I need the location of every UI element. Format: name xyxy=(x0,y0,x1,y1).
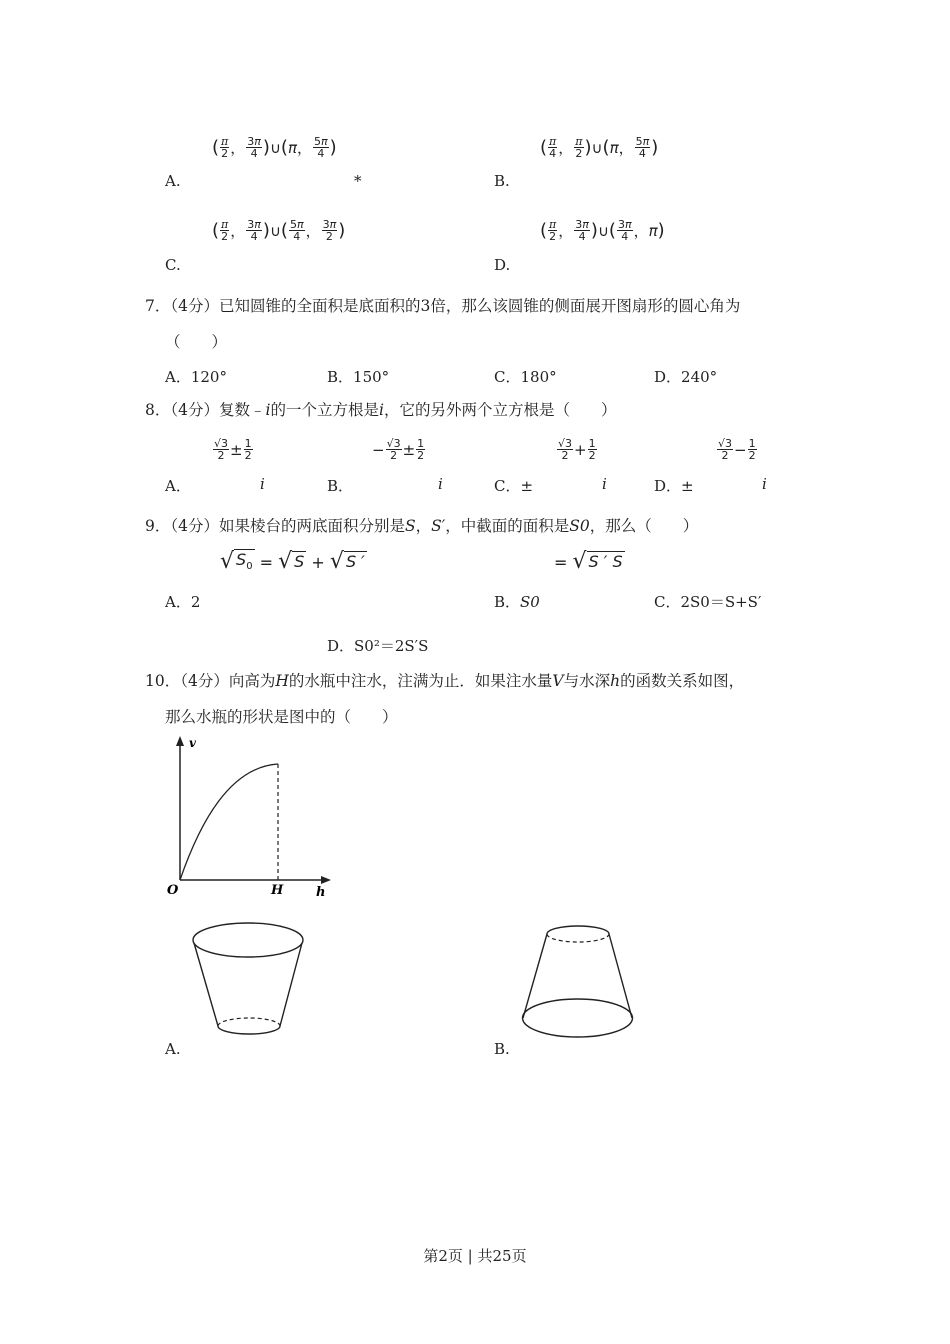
q8-stem xyxy=(145,398,616,420)
q10-line2: 那么水瓶的形状是图中的（ ） xyxy=(165,708,398,726)
graph-curve xyxy=(180,764,278,880)
q8-option-d-i: i xyxy=(762,475,767,493)
q8-option-b-label: B． xyxy=(327,477,354,495)
q7-option-c: C．180° xyxy=(494,368,557,386)
q9-var-s: S xyxy=(405,517,416,535)
q7-blank: （ ） xyxy=(165,333,228,351)
q10-text-c: 与水深 xyxy=(563,672,611,690)
q10-option-a-label: A. xyxy=(165,1040,181,1058)
graph-x-arrow xyxy=(321,876,331,884)
q7-option-d: D．240° xyxy=(654,368,718,386)
graph-H-label: H xyxy=(271,883,284,898)
q10-text-d: 的函数关系如图， xyxy=(620,672,745,690)
graph-x-label: h xyxy=(316,885,326,900)
q8-option-b-i: i xyxy=(438,475,443,493)
q9-option-b-label: B．S0 xyxy=(494,593,540,611)
q6-option-c-label: C. xyxy=(165,256,181,274)
q6-option-c-expr: ( $\frac{\pi}{2}$ ， $\frac{3\pi}{4}$ ) ∪ ( $\frac{5\pi}{4}$ ， $\frac{3\pi}{2}$ ) xyxy=(212,218,346,243)
q10-var-V: V xyxy=(552,672,564,690)
q6-option-b-label: B. xyxy=(494,172,510,190)
q8-number: 8． xyxy=(145,401,171,419)
q8-option-d-label: D．± xyxy=(654,477,694,495)
q10-var-h: h xyxy=(610,672,621,690)
q6-option-d-expr: ( $\frac{\pi}{2}$ ， $\frac{3\pi}{4}$ ) ∪ ( $\frac{3\pi}{4}$ ， π ) xyxy=(540,218,665,243)
q10-option-a-bottle xyxy=(185,918,315,1048)
bottle-a-bottom-front xyxy=(218,1026,280,1034)
q6-option-d-label: D. xyxy=(494,256,511,274)
bottle-b-bottom xyxy=(523,999,633,1037)
q8-option-a-expr: $\frac{√3}{2}$ ± $\frac{1}{2}$ xyxy=(214,437,252,462)
q9-option-a-expr: √ $S_0$ = √ S + √ S ′ xyxy=(220,549,365,575)
q8-option-c-expr: $\frac{√3}{2}$ + $\frac{1}{2}$ xyxy=(558,437,596,462)
q9-option-d-label: D．S0²＝2S′S xyxy=(327,637,429,655)
q9-var-sp: S′ xyxy=(431,517,446,535)
q10-var-H: H xyxy=(275,672,289,690)
page-footer: 第2页 | 共25页 xyxy=(423,1247,527,1265)
q8-option-c-label: C．± xyxy=(494,477,534,495)
q10-number: 10． xyxy=(145,672,181,690)
graph-origin-label: O xyxy=(167,883,179,898)
q8-var-i2: i xyxy=(378,401,384,419)
q8-var-i: i xyxy=(265,401,271,419)
q7-option-a: A．120° xyxy=(165,368,227,386)
q9-option-a-label: A．2 xyxy=(165,593,201,611)
q9-var-s0: S0 xyxy=(569,517,590,535)
q8-option-d-expr: $\frac{√3}{2}$ − $\frac{1}{2}$ xyxy=(718,437,756,462)
bottle-b-top-front xyxy=(547,934,609,942)
q7-stem xyxy=(145,294,740,316)
q6-option-a-expr: ( $\frac{\pi}{2}$ ， $\frac{3\pi}{4}$ ) ∪ ( π ， $\frac{5\pi}{4}$ ) xyxy=(212,135,337,160)
q9-number: 9． xyxy=(145,517,171,535)
bottle-b-top-back xyxy=(547,926,609,934)
q9-text-c: ，那么（ ） xyxy=(589,517,699,535)
q9-text-b: ，中截面的面积是 xyxy=(445,517,570,535)
q6-option-a-mark: * xyxy=(354,172,362,190)
q8-text-a: （4分）复数﹣ xyxy=(170,401,266,419)
q10-volume-depth-graph xyxy=(160,732,340,902)
q10-text-a: （4分）向高为 xyxy=(180,672,276,690)
q6-option-a-label: A. xyxy=(165,172,181,190)
q8-text-c: ，它的另外两个立方根是（ ） xyxy=(383,401,617,419)
bottle-a-right-side xyxy=(280,943,302,1026)
q9-stem: 9．（4分）如果棱台的两底面积分别是S，S′，中截面的面积是S0，那么（ ） xyxy=(145,517,699,535)
bottle-a-left-side xyxy=(194,943,218,1026)
graph-y-label: v xyxy=(189,736,196,750)
q8-option-a-label: A． xyxy=(165,477,191,495)
q6-option-b-expr: ( $\frac{\pi}{4}$ ， $\frac{\pi}{2}$ ) ∪ ( π ， $\frac{5\pi}{4}$ ) xyxy=(540,135,659,160)
q8-text-b: 的一个立方根是 xyxy=(270,401,379,419)
q10-option-b-label: B. xyxy=(494,1040,510,1058)
q8-option-b-expr: − $\frac{√3}{2}$ ± $\frac{1}{2}$ xyxy=(372,437,425,462)
q10-option-b-bottle xyxy=(515,918,645,1048)
q8-option-a-i: i xyxy=(260,475,265,493)
q7-text: （4分）已知圆锥的全面积是底面积的3倍，那么该圆锥的侧面展开图扇形的圆心角为 xyxy=(170,297,741,315)
graph-y-arrow xyxy=(176,736,184,746)
q7-option-b: B．150° xyxy=(327,368,390,386)
q10-text-b: 的水瓶中注水，注满为止．如果注水量 xyxy=(288,672,553,690)
bottle-a-top xyxy=(193,923,303,957)
q9-text-a: （4分）如果棱台的两底面积分别是 xyxy=(170,517,405,535)
q9-option-b-expr: = √ S ′ S xyxy=(554,549,623,574)
q10-stem xyxy=(145,669,744,691)
bottle-a-bottom-back xyxy=(218,1018,280,1026)
q9-option-c-label: C．2S0＝S+S′ xyxy=(654,593,762,611)
q7-number: 7． xyxy=(145,297,171,315)
q8-option-c-i: i xyxy=(602,475,607,493)
